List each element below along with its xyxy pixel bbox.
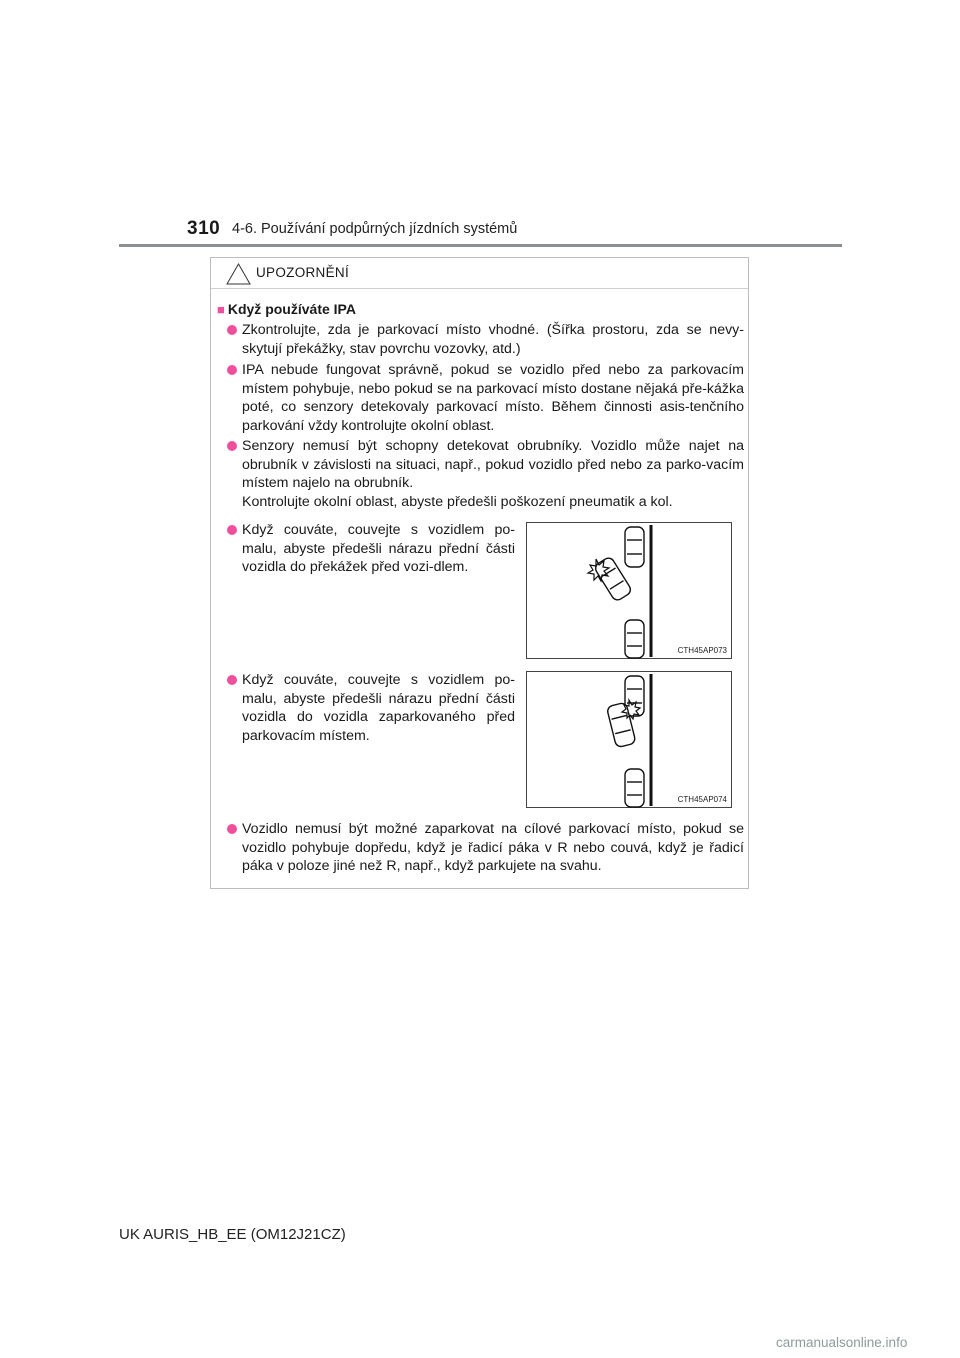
parking-illustration [527,523,733,660]
warning-box [210,257,749,889]
bullet-item [242,521,515,577]
bullet-item [242,671,515,746]
bullet-dot-icon [227,675,237,685]
subheading-text: Když používáte IPA [227,301,356,317]
bullet-text: Zkontrolujte, zda je parkovací místo vhodné. (Šířka prostoru, zda se nevy-skytují překážky, stav povrchu vozovky, atd.) [242,322,744,357]
bullet-dot-icon [227,325,237,335]
warning-header [211,258,748,289]
bullet-dot-icon [227,365,237,375]
figure-code: CTH45AP074 [677,795,727,804]
bullet-item [242,321,744,358]
bullet-item [242,437,744,512]
bullet-item [242,820,744,876]
footer-model: UK AURIS_HB_EE (OM12J21CZ) [119,1226,346,1243]
subheading [217,301,356,317]
watermark: carmanualsonline.info [776,1335,908,1350]
bullet-dot-icon [227,824,237,834]
header-rule [119,244,842,247]
bullet-text: IPA nebude fungovat správně, pokud se vozidlo před nebo za parkovacím místem pohybuje, nebo pokud se na parkovací místo dostane nějaká pře-kážka poté, co senzory detekovaly parkovací místo. Během činnosti asis-tenčního parkování vždy kontrolujte okolní oblast. [242,362,744,435]
bullet-item [242,361,744,436]
bullet-text-continued: Kontrolujte okolní oblast, abyste předešli poškození pneumatik a kol. [242,494,673,511]
bullet-dot-icon [227,441,237,451]
bullet-dot-icon [227,525,237,535]
warning-title: UPOZORNĚNÍ [256,265,350,280]
parking-illustration [527,672,733,809]
warning-triangle-icon [226,263,251,285]
figure-reversing-obstacle [526,522,732,659]
figure-reversing-parked-car [526,671,732,808]
square-bullet-icon: ■ [217,302,225,317]
section-title: 4-6. Používání podpůrných jízdních systémů [232,221,518,237]
bullet-text: Senzory nemusí být schopny detekovat obrubníky. Vozidlo může najet na obrubník v závislosti na situaci, např., pokud vozidlo před nebo za parko-vacím místem najelo na obrubník. [242,438,744,492]
page-number: 310 [187,218,221,239]
figure-code: CTH45AP073 [677,646,727,655]
bullet-text: Vozidlo nemusí být možné zaparkovat na cílové parkovací místo, pokud se vozidlo pohybuje dopředu, když je řadicí páka v R nebo couvá, když je řadicí páka v poloze jiné než R, např., když parkujete na svahu. [242,821,744,875]
bullet-text: Když couváte, couvejte s vozidlem po-malu, abyste předešli nárazu přední části vozidla do vozidla zaparkovaného před parkovacím místem. [242,672,515,745]
bullet-text: Když couváte, couvejte s vozidlem po-malu, abyste předešli nárazu přední části vozidla do překážek před vozi-dlem. [242,522,515,576]
